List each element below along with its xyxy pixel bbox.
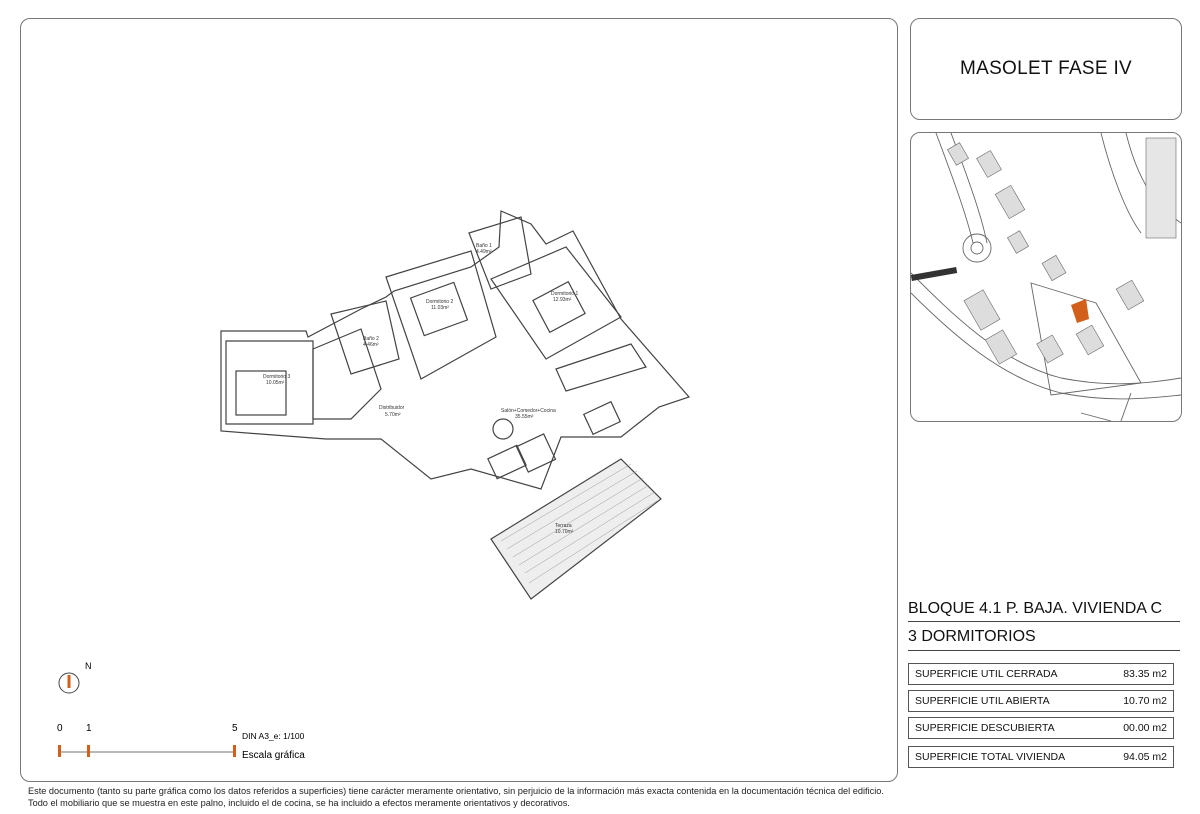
floor-plan-panel: [20, 18, 898, 782]
room-area-distribuidor: 5.70m²: [385, 412, 401, 418]
area-label: SUPERFICIE TOTAL VIVIENDA: [915, 751, 1066, 763]
scale-tick-1: [87, 745, 90, 757]
room-name-bano2: Baño 2: [363, 336, 379, 342]
area-row: [908, 717, 1174, 739]
sofa: [488, 445, 526, 478]
room-area-bano2: 4.46m²: [363, 342, 379, 348]
area-label: SUPERFICIE UTIL ABIERTA: [915, 695, 1050, 707]
kitchen-counter: [556, 344, 646, 391]
unit-location-marker: [1071, 299, 1089, 323]
room-area-salon: 35.55m²: [515, 414, 534, 420]
project-title: MASOLET FASE IV: [959, 58, 1133, 79]
room-name-salon: Salón+Comedor+Cocina: [501, 408, 556, 414]
room-area-bano1: 4.49m²: [476, 249, 492, 255]
footnote-line-2: Todo el mobiliario que se muestra en este palno, incluido el de cocina, se ha incluido a efectos meramente orientativos y decorativos.: [28, 798, 570, 808]
scale-tick-0: [58, 745, 61, 757]
room-name-dormitorio1: Dormitorio 1: [551, 291, 579, 297]
scale-label-0: 0: [57, 723, 63, 734]
scale-caption: Escala gráfica: [242, 750, 305, 761]
area-label: SUPERFICIE DESCUBIERTA: [915, 722, 1055, 734]
area-label: SUPERFICIE UTIL CERRADA: [915, 668, 1058, 680]
area-row: [908, 663, 1174, 685]
room-name-bano1: Baño 1: [476, 243, 492, 249]
area-value: 10.70 m2: [1123, 695, 1167, 707]
area-row: [908, 690, 1174, 712]
room-area-terraza: 10.70m²: [555, 529, 574, 535]
bed-1: [533, 282, 585, 333]
bedroom-1-walls: [491, 247, 621, 359]
dining-chairs: [584, 402, 620, 435]
dining-table: [493, 419, 513, 439]
location-map-drawing: [911, 133, 1181, 421]
scale-tick-5: [233, 745, 236, 757]
room-name-terraza: Terraza: [555, 523, 572, 529]
scale-label-5: 5: [232, 723, 238, 734]
apartment-outline: [221, 211, 689, 489]
room-area-dormitorio2: 11.03m²: [431, 305, 449, 311]
terrace-outline: [491, 459, 661, 599]
room-name-dormitorio3: Dormitorio 3: [263, 374, 291, 380]
bedrooms-label: 3 DORMITORIOS: [908, 628, 1180, 651]
room-area-dormitorio3: 10.05m²: [266, 380, 285, 386]
area-value: 94.05 m2: [1123, 751, 1167, 763]
scale-label-1: 1: [86, 723, 92, 734]
scale-din: DIN A3_e: 1/100: [242, 731, 305, 741]
bedroom-2-walls: [386, 251, 496, 379]
room-area-dormitorio1: 12.93m²: [553, 297, 572, 303]
area-row: [908, 746, 1174, 768]
project-title-panel: [910, 18, 1182, 120]
room-name-dormitorio2: Dormitorio 2: [426, 299, 454, 305]
north-label: N: [85, 661, 92, 671]
footnote-line-1: Este documento (tanto su parte gráfica como los datos referidos a superficies) tiene carácter meramente orientativo, sin perjuicio de la información más exacta contenida en la documentación técnica del edificio.: [28, 786, 884, 796]
floor-plan-drawing: [21, 19, 897, 781]
area-value: 83.35 m2: [1123, 668, 1167, 680]
block-title: BLOQUE 4.1 P. BAJA. VIVIENDA C: [908, 600, 1180, 622]
room-name-distribuidor: Distribuidor: [379, 405, 405, 411]
location-map: [910, 132, 1182, 422]
area-value: 00.00 m2: [1123, 722, 1167, 734]
